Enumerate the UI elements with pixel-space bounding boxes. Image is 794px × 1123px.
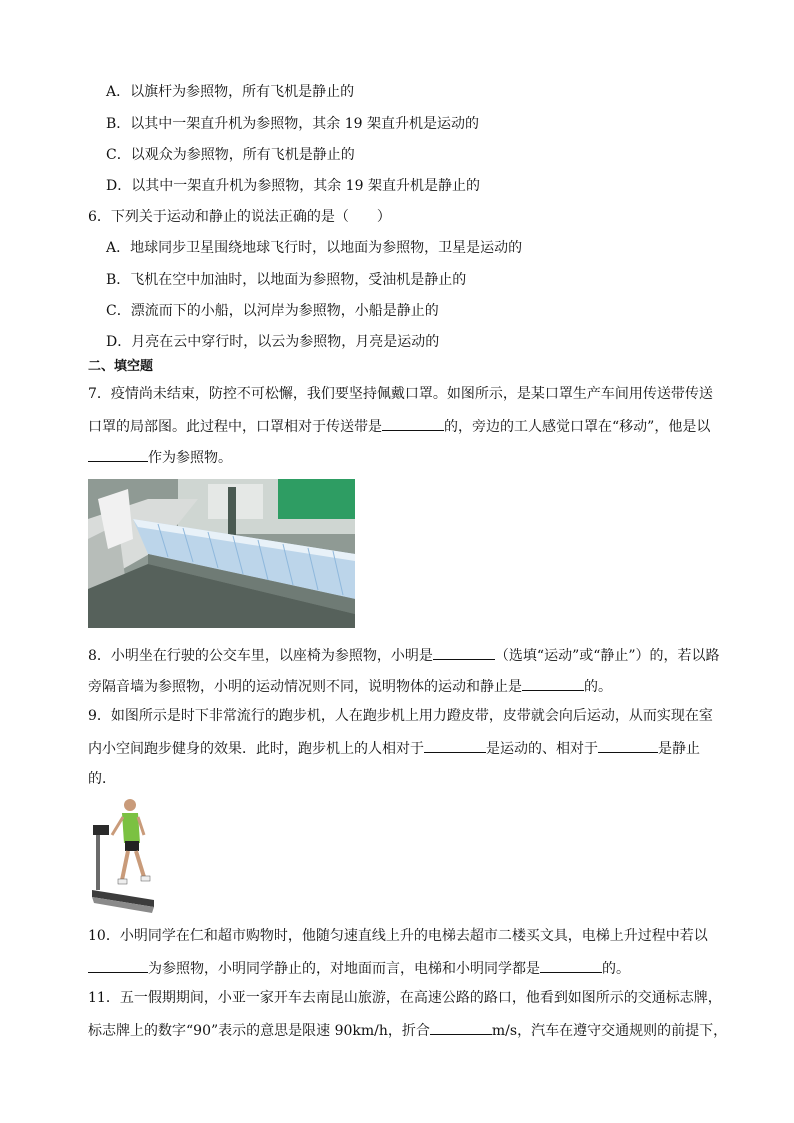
treadmill-image xyxy=(88,795,158,917)
q8-blank-2[interactable] xyxy=(522,676,584,691)
q11-blank-1[interactable] xyxy=(430,1020,492,1035)
q9-text-a: 内小空间跑步健身的效果．此时，跑步机上的人相对于 xyxy=(88,741,424,757)
q6-stem: 6．下列关于运动和静止的说法正确的是（ ） xyxy=(88,209,391,225)
q5-option-a: A．以旗杆为参照物，所有飞机是静止的 xyxy=(106,84,355,100)
q5-option-d: D．以其中一架直升机为参照物，其余 19 架直升机是静止的 xyxy=(106,178,480,194)
q8-text-c: 旁隔音墙为参照物，小明的运动情况则不同，说明物体的运动和静止是 xyxy=(88,679,522,695)
q6-option-a: A．地球同步卫星围绕地球飞行时，以地面为参照物，卫星是运动的 xyxy=(106,240,523,256)
q9-line3: 的． xyxy=(88,771,116,787)
q10-blank-2[interactable] xyxy=(540,958,602,973)
q8-blank-1[interactable] xyxy=(433,645,495,660)
q10-text-a: 为参照物，小明同学静止的，对地面而言，电梯和小明同学都是 xyxy=(148,961,540,977)
q11-text-a: 标志牌上的数字“90”表示的意思是限速 90km/h，折合 xyxy=(88,1023,430,1039)
q7-line2 xyxy=(88,416,710,436)
q6-option-b: B．飞机在空中加油时，以地面为参照物，受油机是静止的 xyxy=(106,272,467,288)
q8-text-d: 的。 xyxy=(584,679,612,695)
q8-line1 xyxy=(88,645,720,665)
q10-line1: 10．小明同学在仁和超市购物时，他随匀速直线上升的电梯去超市二楼买文具，电梯上升过程中若以 xyxy=(88,928,708,944)
q7-line1: 7．疫情尚未结束，防控不可松懈，我们要坚持佩戴口罩。如图所示，是某口罩生产车间用传送带传送 xyxy=(88,386,713,402)
q11-line2 xyxy=(88,1020,727,1040)
q5-option-b: B．以其中一架直升机为参照物，其余 19 架直升机是运动的 xyxy=(106,116,480,132)
q7-line3 xyxy=(88,447,232,467)
q7-blank-2[interactable] xyxy=(88,447,148,462)
q6-option-c: C．漂流而下的小船，以河岸为参照物，小船是静止的 xyxy=(106,303,439,319)
q8-line2 xyxy=(88,676,612,696)
q7-text-a: 口罩的局部图。此过程中，口罩相对于传送带是 xyxy=(88,419,382,435)
q10-line2 xyxy=(88,958,630,978)
q9-line2 xyxy=(88,738,700,758)
treadmill-illustration xyxy=(88,795,158,917)
conveyor-illustration xyxy=(88,479,355,628)
q5-option-c: C．以观众为参照物，所有飞机是静止的 xyxy=(106,147,355,163)
q9-text-b: 是运动的、相对于 xyxy=(486,741,598,757)
q11-text-b: m/s，汽车在遵守交通规则的前提下， xyxy=(491,1023,728,1039)
mask-conveyor-image xyxy=(88,479,355,628)
q7-blank-1[interactable] xyxy=(382,416,444,431)
q9-blank-2[interactable] xyxy=(598,738,658,753)
q10-text-b: 的。 xyxy=(602,961,630,977)
section-title-fill-in: 二、填空题 xyxy=(88,359,154,374)
q6-option-d: D．月亮在云中穿行时，以云为参照物，月亮是运动的 xyxy=(106,334,440,350)
q11-line1: 11．五一假期期间，小亚一家开车去南昆山旅游，在高速公路的路口，他看到如图所示的交通标志牌， xyxy=(88,990,722,1006)
q7-text-c: 作为参照物。 xyxy=(148,450,232,466)
q9-text-c: 是静止 xyxy=(658,741,700,757)
q7-text-b: 的，旁边的工人感觉口罩在“移动”，他是以 xyxy=(444,419,711,435)
q8-text-a: 8．小明坐在行驶的公交车里，以座椅为参照物，小明是 xyxy=(88,648,433,664)
q8-text-b: （选填“运动”或“静止”）的，若以路 xyxy=(494,648,720,664)
q10-blank-1[interactable] xyxy=(88,958,148,973)
q9-blank-1[interactable] xyxy=(424,738,486,753)
q9-line1: 9．如图所示是时下非常流行的跑步机，人在跑步机上用力蹬皮带，皮带就会向后运动，从而实现在室 xyxy=(88,708,713,724)
